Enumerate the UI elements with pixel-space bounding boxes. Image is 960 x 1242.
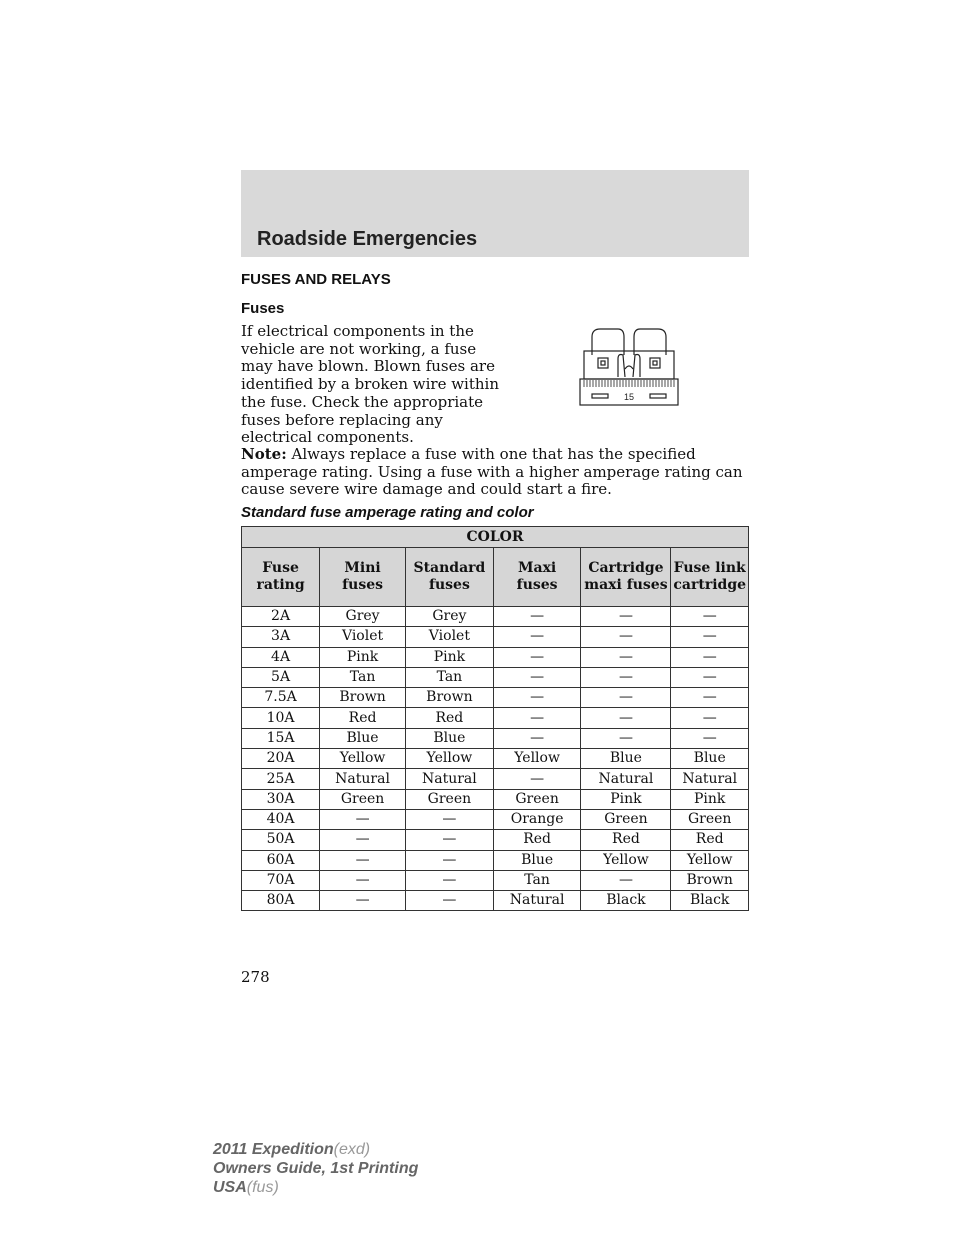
table-cell: 15A [242,728,320,748]
table-cell: — [406,891,494,911]
table-cell: — [581,688,671,708]
table-row [242,627,749,647]
table-row [242,749,749,769]
table-cell: Green [320,789,406,809]
table-cell: — [493,769,581,789]
table-cell: — [493,667,581,687]
table-row [242,647,749,667]
table-cell: — [320,809,406,829]
table-cell: 70A [242,870,320,890]
table-cell: Black [671,891,749,911]
table-cell: Tan [406,667,494,687]
table-cell: Red [671,830,749,850]
table-cell: 3A [242,627,320,647]
table-row [242,688,749,708]
footer-model-code: (exd) [333,1141,371,1158]
table-row [242,870,749,890]
table-cell: 25A [242,769,320,789]
table-cell: Blue [581,749,671,769]
table-cell: — [671,688,749,708]
table-cell: — [671,647,749,667]
table-cell: Green [406,789,494,809]
column-header: Maxi fuses [493,548,581,607]
table-cell: Tan [493,870,581,890]
table-cell: Blue [406,728,494,748]
table-cell: — [493,627,581,647]
footer [213,1140,418,1197]
table-cell: — [406,870,494,890]
table-cell: Green [581,809,671,829]
table-group-header: COLOR [242,527,749,548]
table-cell: Red [320,708,406,728]
table-row [242,728,749,748]
table-caption: Standard fuse amperage rating and color [241,504,534,521]
table-row [242,891,749,911]
header-band [241,170,749,257]
table-cell: Grey [406,607,494,627]
table-cell: Brown [320,688,406,708]
table-cell: 50A [242,830,320,850]
table-body [242,607,749,911]
table-cell: — [581,647,671,667]
table-cell: Brown [406,688,494,708]
subsection-title: Fuses [241,300,285,317]
fuse-figure-label: 15 [623,392,635,402]
intro-paragraph: If electrical components in the vehicle are not working, a fuse may have blown. Blown fuses are identified by a broken wire within the fuse. Check the appropriate fuses before replacing any electrical components. [241,322,500,447]
table-cell: 10A [242,708,320,728]
table-cell: Yellow [320,749,406,769]
table-cell: Grey [320,607,406,627]
table-cell: Red [493,830,581,850]
table-cell: Blue [493,850,581,870]
table-cell: Natural [320,769,406,789]
table-cell: — [671,627,749,647]
table-cell: 20A [242,749,320,769]
table-cell: 2A [242,607,320,627]
table-cell: Red [581,830,671,850]
table-cell: Natural [493,891,581,911]
table-cell: — [406,850,494,870]
table-row [242,850,749,870]
table-cell: Pink [406,647,494,667]
table-cell: Yellow [581,850,671,870]
table-cell: — [581,627,671,647]
table-row [242,708,749,728]
note-label: Note: [241,445,287,463]
note-paragraph [241,446,751,499]
column-header: Fuse rating [242,548,320,607]
fuse-illustration [578,325,680,407]
table-cell: — [406,830,494,850]
table-cell: — [320,830,406,850]
column-header: Standard fuses [406,548,494,607]
table-row [242,830,749,850]
page-number: 278 [241,968,270,986]
table-cell: 40A [242,809,320,829]
header-title: Roadside Emergencies [257,228,478,250]
footer-market-code: (fus) [246,1179,279,1196]
fuse-color-table [241,526,749,911]
table-cell: — [671,708,749,728]
table-cell: — [493,647,581,667]
table-row [242,809,749,829]
table-cell: — [493,607,581,627]
table-row [242,789,749,809]
table-cell: Natural [671,769,749,789]
table-cell: Blue [671,749,749,769]
table-cell: Orange [493,809,581,829]
table-cell: Black [581,891,671,911]
footer-model: 2011 Expedition [213,1141,334,1158]
table-cell: — [581,607,671,627]
table-cell: Pink [671,789,749,809]
table-cell: 60A [242,850,320,870]
table-cell: — [581,667,671,687]
table-cell: Natural [406,769,494,789]
table-cell: Green [671,809,749,829]
column-header: Fuse link cartridge [671,548,749,607]
footer-guide: Owners Guide, 1st Printing [213,1160,419,1177]
table-cell: — [320,870,406,890]
table-cell: — [581,708,671,728]
column-header: Cartridge maxi fuses [581,548,671,607]
table-cell: — [493,708,581,728]
table-cell: Blue [320,728,406,748]
table-cell: — [406,809,494,829]
table-row [242,769,749,789]
table-cell: Red [406,708,494,728]
table-cell: Yellow [406,749,494,769]
table-cell: Yellow [493,749,581,769]
table-row [242,667,749,687]
table-cell: — [671,667,749,687]
table-cell: — [581,728,671,748]
table-cell: Violet [406,627,494,647]
table-cell: — [671,607,749,627]
section-title: FUSES AND RELAYS [241,271,391,288]
table-cell: — [581,870,671,890]
table-cell: Natural [581,769,671,789]
table-cell: — [320,891,406,911]
table-cell: 7.5A [242,688,320,708]
table-row [242,607,749,627]
table-cell: — [671,728,749,748]
table-cell: — [320,850,406,870]
table-cell: Tan [320,667,406,687]
table-cell: Pink [581,789,671,809]
table-cell: 4A [242,647,320,667]
table-cell: — [493,688,581,708]
table-cell: 30A [242,789,320,809]
footer-market: USA [213,1179,247,1196]
table-cell: Yellow [671,850,749,870]
table-cell: Pink [320,647,406,667]
table-cell: Violet [320,627,406,647]
table-cell: Green [493,789,581,809]
table-cell: — [493,728,581,748]
note-text: Always replace a fuse with one that has the specified amperage rating. Using a fuse with a higher amperage rating can cause severe wire damage and could start a fire. [241,445,743,498]
column-header: Mini fuses [320,548,406,607]
table-cell: 5A [242,667,320,687]
table-cell: Brown [671,870,749,890]
table-cell: 80A [242,891,320,911]
